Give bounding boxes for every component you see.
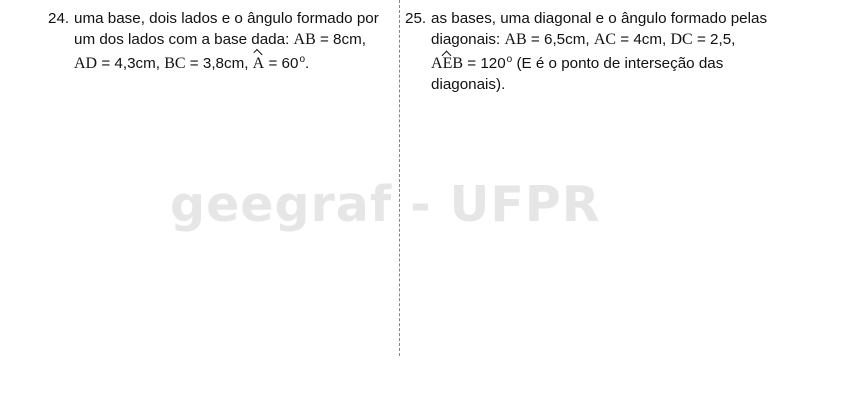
segment-ab-value: = 8cm, (315, 30, 366, 48)
angle-a-value: = 60 (264, 55, 299, 72)
segment-ab-label: AB (504, 30, 527, 48)
segment-ac-label: AC (593, 30, 617, 48)
segment-ac-value: = 4cm, (616, 30, 671, 48)
problem-25 (405, 9, 825, 95)
degree-symbol: o (299, 54, 305, 65)
column-divider (399, 0, 400, 356)
segment-dc-value: = 2,5, (692, 30, 736, 48)
segment-ab-label: AB (293, 30, 316, 48)
problem-25-line-1 (405, 9, 825, 30)
problem-24-line-3 (48, 50, 398, 75)
problem-24-line-2 (48, 30, 398, 51)
degree-symbol: o (506, 54, 513, 65)
problem-24 (48, 9, 398, 75)
problem-25-text-2: diagonais: (431, 30, 505, 48)
watermark-text: geegraf - UFPR (170, 176, 601, 233)
segment-ad-value: = 4,3cm, (97, 55, 165, 72)
problem-24-number: 24. (48, 10, 70, 27)
problem-25-text-3: (E é o ponto de interseção das (512, 55, 724, 72)
segment-ad-label: AD (74, 55, 98, 72)
segment-bc-label: BC (164, 55, 186, 72)
segment-dc-label: DC (670, 30, 693, 48)
segment-ab-value: = 6,5cm, (526, 30, 594, 48)
angle-vertex-b: B (452, 55, 464, 72)
problem-25-text-1: as bases, uma diagonal e o ângulo formado pelas (431, 10, 768, 27)
problem-24-line-1 (48, 9, 398, 30)
problem-25-text-4: diagonais). (431, 75, 506, 93)
problem-24-text-2: um dos lados com a base dada: (74, 30, 294, 48)
problem-24-text-1: uma base, dois lados e o ângulo formado por (74, 10, 379, 27)
problem-25-line-4 (405, 75, 825, 96)
segment-bc-value: = 3,8cm, (185, 55, 253, 72)
angle-a-label: A (253, 54, 265, 75)
problem-25-line-3 (405, 50, 825, 75)
problem-24-end: . (305, 55, 310, 72)
problem-25-line-2 (405, 30, 825, 51)
problem-25-number: 25. (405, 10, 427, 27)
angle-vertex-e: E (443, 54, 453, 75)
angle-aeb-value: = 120 (463, 55, 506, 72)
angle-vertex-a: A (431, 55, 443, 72)
